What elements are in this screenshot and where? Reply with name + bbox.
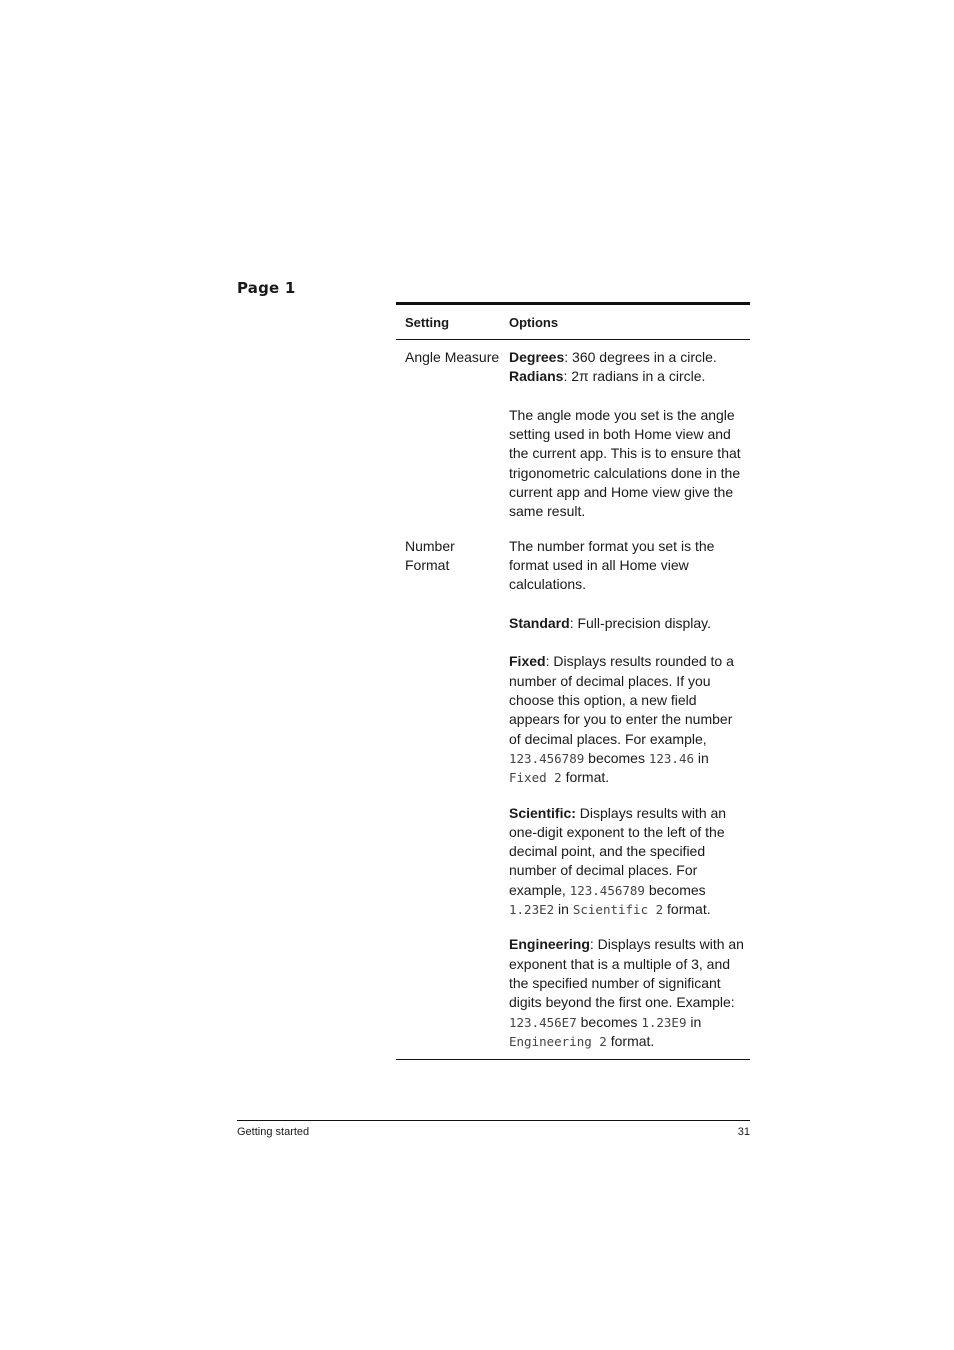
option-scientific: Scientific: Displays results with an one-digit exponent to the left of the decimal point, and the specified number of decimal places. For example, 123.456789 becomes 1.23E2 in Scientific 2 format. (509, 804, 727, 918)
option-fixed: Fixed: Displays results rounded to a number of decimal places. If you choose this option, a new field appears for you to enter the number of decimal places. For example, 123.456789 becomes 123.46 in Fixed 2 format. (509, 653, 734, 786)
column-header-setting: Setting (405, 314, 450, 330)
option-standard: Standard: Full-precision display. (509, 614, 712, 631)
option-engineering: Engineering: Displays results with an exponent that is a multiple of 3, and the specified number of significant digits beyond the first one. Example: 123.456E7 becomes 1.23E9 in Engineering 2 format. (509, 936, 744, 1049)
setting-name-number-format: Number Format (405, 537, 455, 573)
number-format-intro: The number format you set is the format used in all Home view calculations. (509, 537, 715, 593)
options-number-format (509, 537, 750, 1051)
page-number: 31 (737, 1126, 750, 1138)
column-header-options: Options (509, 314, 559, 330)
settings-table (396, 302, 750, 1060)
footer-rule (237, 1120, 750, 1121)
section-heading: Page 1 (237, 279, 296, 297)
options-angle-measure (509, 348, 750, 522)
table-row-angle-measure (396, 340, 750, 522)
setting-name-angle-measure: Angle Measure (405, 349, 500, 365)
footer-chapter-title: Getting started (237, 1126, 310, 1138)
option-degrees: Degrees: 360 degrees in a circle. (509, 349, 717, 365)
table-row-number-format (396, 522, 750, 1059)
option-radians: Radians: 2π radians in a circle. (509, 368, 706, 385)
table-header-row (396, 305, 750, 340)
angle-description: The angle mode you set is the angle setting used in both Home view and the current app. This is to ensure that trigonometric calculations done in the current app and Home view give the same result. (509, 406, 741, 520)
